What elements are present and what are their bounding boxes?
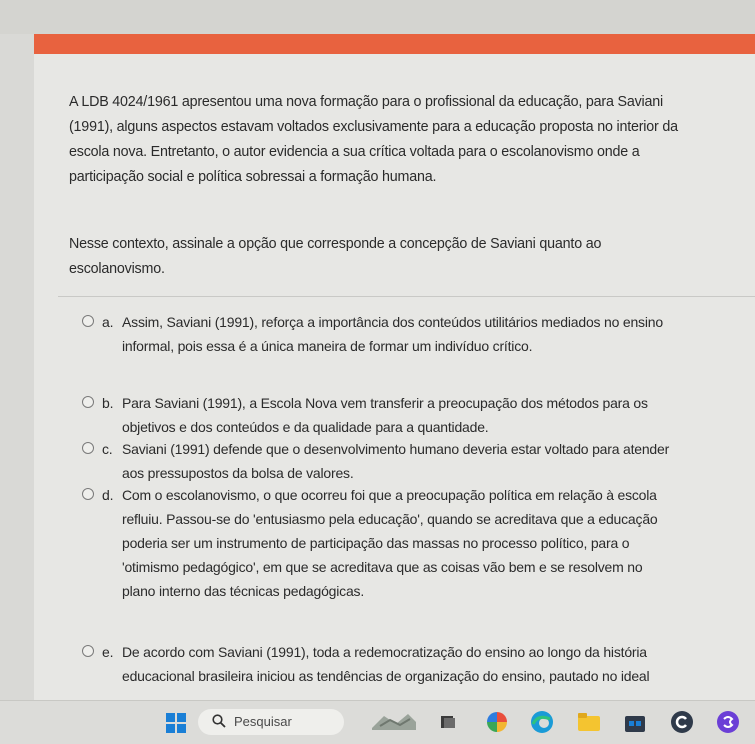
option-letter: a. [102,314,114,330]
option-text: De acordo com Saviani (1991), toda a redemocratização do ensino ao longo da história [122,644,647,660]
question-card [34,54,755,700]
option-text: poderia ser um instrumento de participação das massas no processo político, para o [122,535,630,551]
option-letter: c. [102,441,113,457]
store-icon[interactable] [625,712,645,732]
google-chrome-icon[interactable] [670,710,694,734]
question-stem [69,90,755,190]
option-text: Assim, Saviani (1991), reforça a importância dos conteúdos utilitários mediados no ensino [122,314,663,330]
option-text: Saviani (1991) defende que o desenvolvimento humano deveria estar voltado para atender [122,441,670,457]
option-text: Com o escolanovismo, o que ocorreu foi que a preocupação política em relação à escola [122,487,657,503]
search-label: Pesquisar [234,714,292,729]
prompt-line: Nesse contexto, assinale a opção que corresponde a concepção de Saviani quanto ao [69,236,602,252]
option-letter: d. [102,487,114,503]
option-a[interactable] [82,310,755,358]
file-explorer-icon[interactable] [578,713,600,731]
prompt-line: escolanovismo. [69,261,165,277]
taskbar [0,700,755,744]
option-b[interactable] [82,391,755,439]
radio-e[interactable] [82,645,94,657]
radio-b[interactable] [82,396,94,408]
stem-line: (1991), alguns aspectos estavam voltados exclusivamente para a educação proposta no interior da [69,119,678,135]
question-prompt [69,232,755,282]
option-text: refluiu. Passou-se do 'entusiasmo pela educação', quando se acreditava que a educação [122,511,658,527]
option-text: objetivos e dos conteúdos e da qualidade para a quantidade. [122,419,489,435]
edge-browser-icon[interactable] [530,710,554,734]
app-icon[interactable] [716,710,740,734]
stem-line: participação social e política sobressai a formação humana. [69,169,437,185]
radio-d[interactable] [82,488,94,500]
option-c[interactable] [82,437,755,485]
radio-a[interactable] [82,315,94,327]
top-band [0,0,755,34]
windows-start-icon[interactable] [166,713,186,733]
option-text: Para Saviani (1991), a Escola Nova vem transferir a preocupação dos métodos para os [122,395,648,411]
option-letter: b. [102,395,114,411]
radio-c[interactable] [82,442,94,454]
option-e[interactable] [82,640,755,688]
colorful-app-icon[interactable] [486,711,508,733]
option-d[interactable] [82,483,755,603]
option-text: aos pressupostos da bolsa de valores. [122,465,354,481]
stem-line: A LDB 4024/1961 apresentou uma nova formação para o profissional da educação, para Saviani [69,94,663,110]
search-icon [212,714,226,733]
option-text: plano interno das técnicas pedagógicas. [122,583,365,599]
taskbar-search[interactable] [198,709,344,735]
stem-line: escola nova. Entretanto, o autor evidencia a sua crítica voltada para o escolanovismo onde a [69,144,640,160]
accent-bar [34,34,755,54]
option-text: 'otimismo pedagógico', em que se acreditava que as coisas vão bem e se resolvem no [122,559,643,575]
taskview-icon[interactable] [440,714,456,730]
option-letter: e. [102,644,114,660]
option-text: educacional brasileira iniciou as tendências de organização do ensino, pautado no ideal [122,668,650,684]
option-text: informal, pois essa é a única maneira de formar um indivíduo crítico. [122,338,533,354]
weather-widget-icon[interactable] [370,710,418,732]
divider [58,296,755,297]
